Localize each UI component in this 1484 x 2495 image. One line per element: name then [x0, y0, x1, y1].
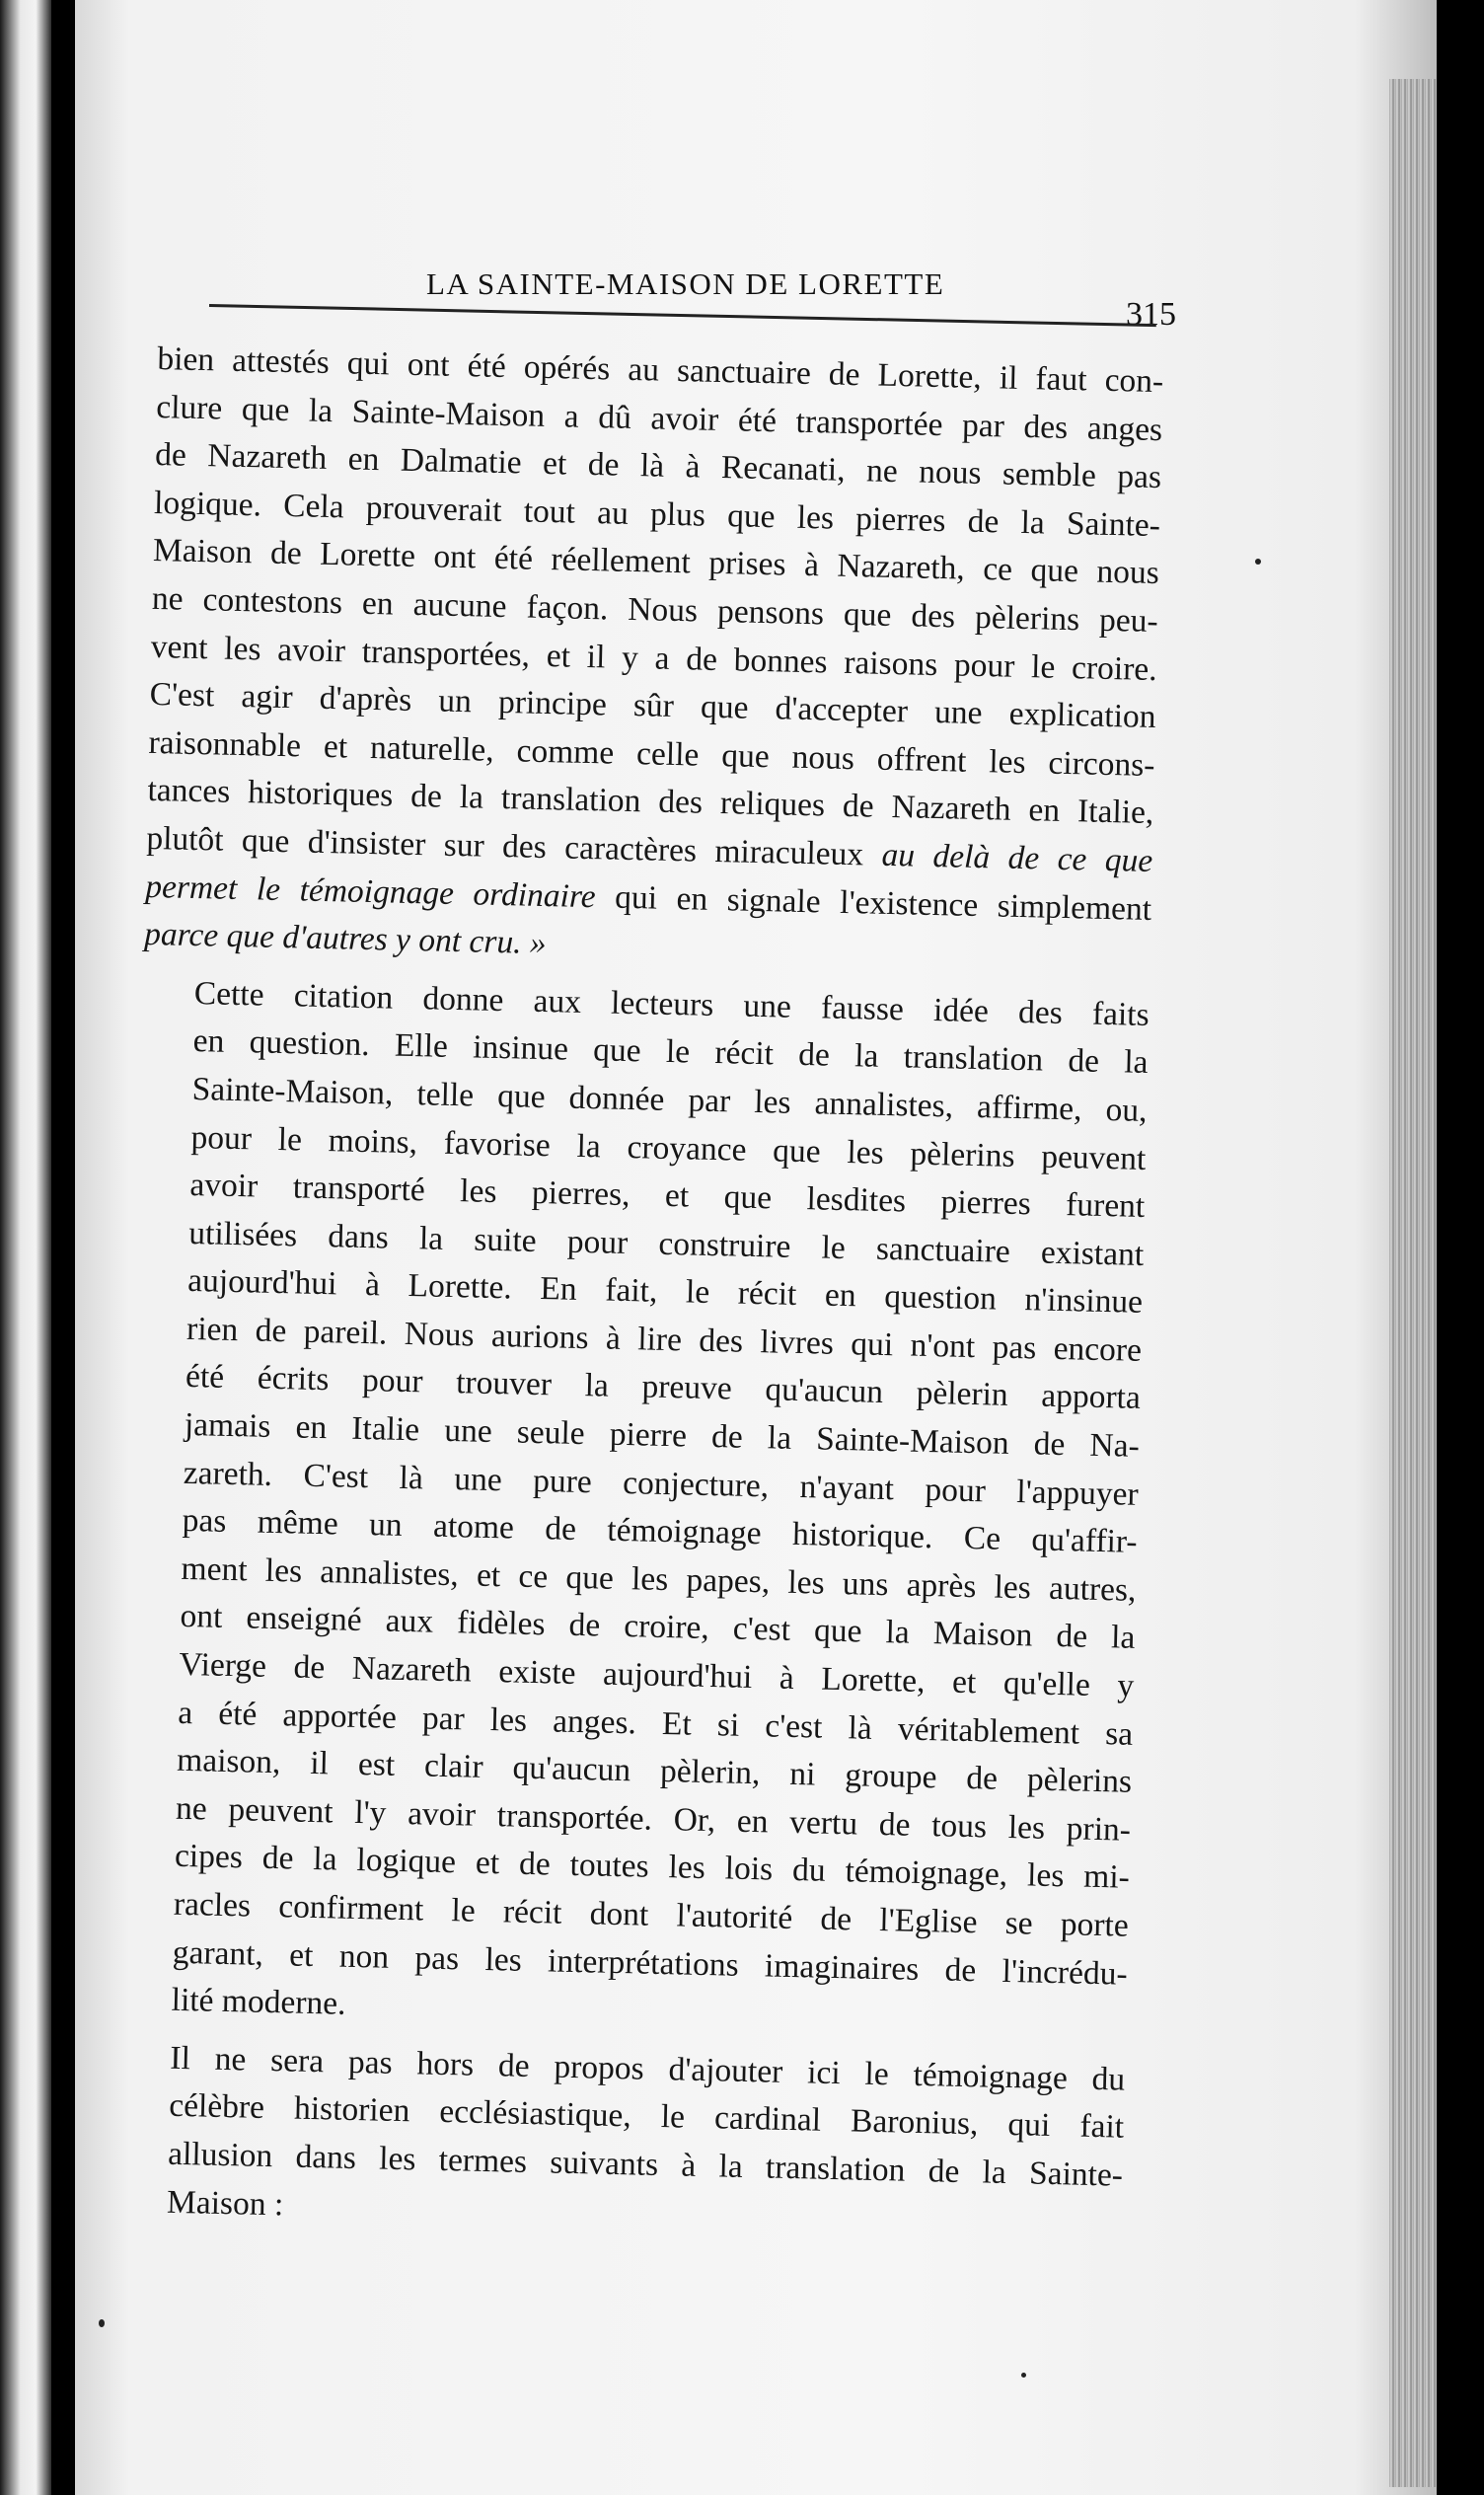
paragraph-1: [144, 336, 1164, 982]
text-line: en question. Elle insinue que le récit de la translation de la: [192, 1022, 1149, 1082]
text-line: maison, il est clair qu'aucun pèlerin, ni groupe de pèlerins: [176, 1742, 1133, 1800]
text-line: aujourd'hui à Lorette. En fait, le récit en question n'insinue: [186, 1262, 1144, 1322]
text-line: raisonnable et naturelle, comme celle que nous offrent les circons-: [148, 723, 1155, 784]
text-line: ne contestons en aucune façon. Nous pensons que des pèlerins peu-: [151, 579, 1159, 641]
text-line: Maison :: [166, 2183, 284, 2223]
italic-phrase: permet le témoignage ordinaire: [144, 868, 597, 915]
text-line: Sainte-Maison, telle que donnée par les annalistes, affirme, ou,: [191, 1070, 1148, 1129]
text-line: ont enseigné aux fidèles de croire, c'est que la Maison de la: [180, 1598, 1136, 1657]
paragraph-2: [119, 969, 1150, 2047]
text-line: célèbre historien ecclésiastique, le cardinal Baronius, qui fait: [168, 2087, 1125, 2147]
text-line: Vierge de Nazareth existe aujourd'hui à Lorette, et qu'elle y: [179, 1645, 1135, 1704]
ink-speck: [99, 2319, 105, 2327]
text-line: Cette citation donne aux lecteurs une fausse idée des faits: [193, 974, 1150, 1033]
ink-speck: [1021, 2373, 1026, 2378]
text-fragment: plutôt que d'insister sur des caractères miraculeux: [146, 819, 864, 873]
text-line: été écrits pour trouver la preuve qu'aucun pèlerin apporta: [185, 1358, 1142, 1417]
text-line: rien de pareil. Nous aurions à lire des livres qui n'ont pas encore: [186, 1310, 1143, 1369]
text-line: C'est agir d'après un principe sûr que d'accepter une explication: [149, 676, 1156, 736]
facing-page-edge: [0, 0, 51, 2495]
text-line: avoir transporté les pierres, et que lesdites pierres furent: [189, 1167, 1146, 1226]
text-line: lité moderne.: [171, 1981, 346, 2022]
text-line: ment les annalistes, et ce que les papes, les uns après les autres,: [181, 1550, 1137, 1609]
text-line: ne peuvent l'y avoir transportée. Or, en vertu de tous les prin-: [175, 1789, 1132, 1849]
text-fragment: qui en signale l'existence simplement: [614, 878, 1152, 928]
text-line: utilisées dans la suite pour construire le sanctuaire existant: [187, 1214, 1145, 1273]
text-line: zareth. C'est là une pure conjecture, n'ayant pour l'appuyer: [183, 1454, 1140, 1513]
italic-phrase: au delà de ce que: [881, 836, 1153, 879]
text-line: garant, et non pas les interprétations imaginaires de l'incrédu-: [172, 1933, 1129, 1993]
text-line: jamais en Italie une seule pierre de la Sainte-Maison de Na-: [184, 1405, 1141, 1465]
text-line: pas même un atome de témoignage historique. Ce qu'affir-: [182, 1502, 1138, 1561]
text-line: de Nazareth en Dalmatie et de là à Recanati, ne nous semble pas: [154, 436, 1162, 496]
text-line: logique. Cela prouverait tout au plus que les pierres de la Sainte-: [153, 484, 1161, 544]
text-line: Il ne sera pas hors de propos d'ajouter ici le témoignage du: [169, 2039, 1126, 2098]
text-line: tances historiques de la translation des reliques de Nazareth en Italie,: [147, 772, 1154, 832]
text-line: allusion dans les termes suivants à la translation de la Sainte-: [167, 2135, 1124, 2194]
text-line: vent les avoir transportées, et il y a de bonnes raisons pour le croire.: [150, 628, 1158, 688]
text-line: bien attestés qui ont été opérés au sanctuaire de Lorette, il faut con-: [157, 340, 1164, 401]
text-line: pour le moins, favorise la croyance que les pèlerins peuvent: [190, 1118, 1147, 1177]
paragraph-3: [115, 2033, 1126, 2247]
ink-speck: [1255, 559, 1261, 565]
body-text: [115, 336, 1164, 2248]
running-title: LA SAINTE-MAISON DE LORETTE: [426, 266, 945, 301]
text-line: clure que la Sainte-Maison a dû avoir été transportée par des anges: [155, 388, 1163, 448]
text-line: cipes de la logique et de toutes les lois du témoignage, les mi-: [174, 1838, 1131, 1897]
text-line: Maison de Lorette ont été réellement prises à Nazareth, ce que nous: [152, 532, 1160, 592]
page-edges: [1389, 79, 1437, 2487]
text-line: a été apportée par les anges. Et si c'est là véritablement sa: [177, 1694, 1134, 1753]
page-number: 315: [1126, 296, 1176, 333]
text-line: racles confirment le récit dont l'autorité de l'Eglise se porte: [173, 1885, 1130, 1944]
text-line: parce que d'autres y ont cru. »: [143, 915, 548, 962]
